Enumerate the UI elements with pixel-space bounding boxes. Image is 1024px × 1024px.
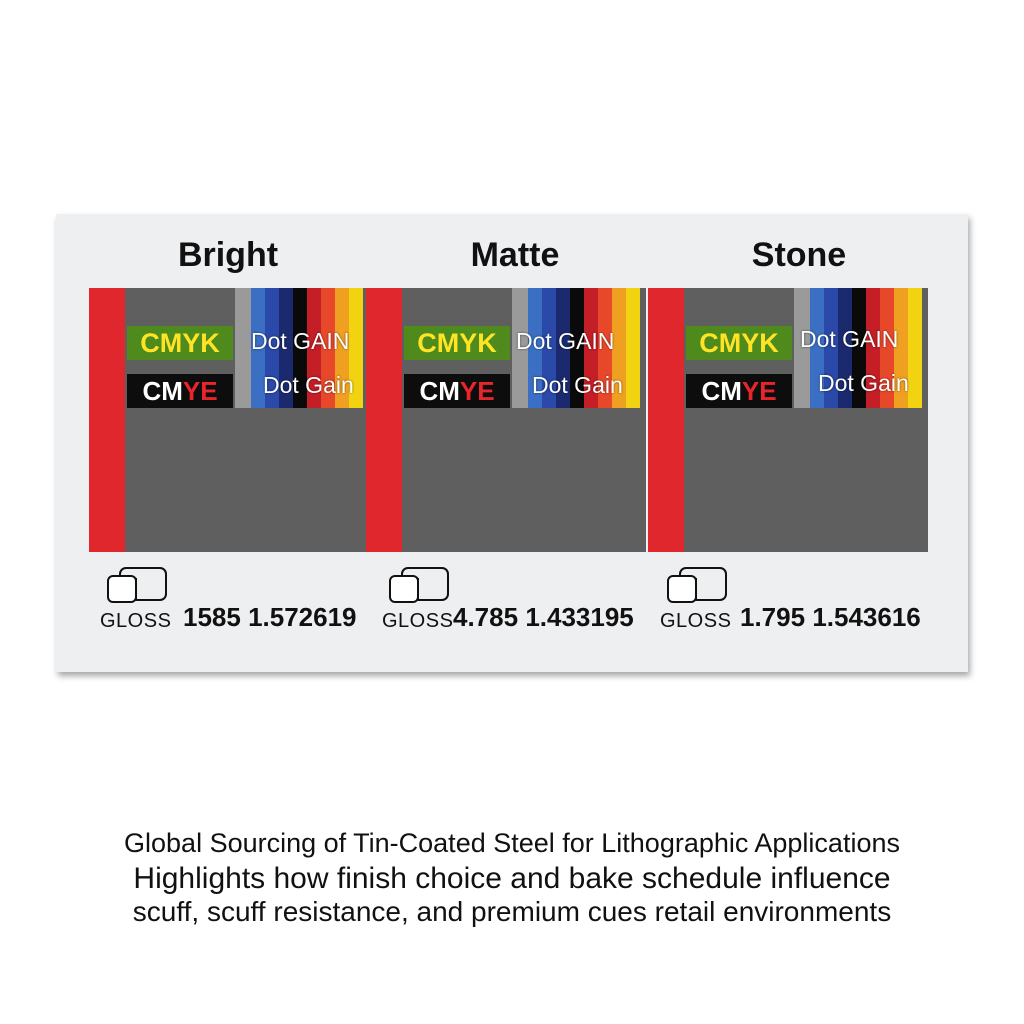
caption-line-2: Highlights how finish choice and bake schedule influence — [133, 862, 891, 895]
red-strip — [89, 288, 125, 552]
red-strip — [648, 288, 684, 552]
panel-title-matte: Matte — [470, 236, 560, 274]
dot-gain-upper: Dot GAIN — [800, 326, 899, 352]
gloss-icon — [664, 566, 728, 606]
dot-gain-lower: Dot Gain — [263, 372, 354, 398]
swatch-panel-bright — [89, 288, 369, 552]
gloss-value-a: 4.785 — [453, 602, 519, 632]
gloss-label: GLOSS — [660, 610, 732, 632]
gloss-label: GLOSS — [382, 610, 454, 632]
gloss-values-stone — [740, 602, 921, 633]
swatch-panel-stone — [648, 288, 928, 552]
caption-line-3: scuff, scuff resistance, and premium cues retail environments — [132, 896, 892, 927]
panel-title-stone: Stone — [751, 236, 847, 274]
gloss-value-b: 1.543616 — [812, 602, 921, 632]
gloss-value-a: 1585 — [183, 602, 241, 632]
dot-gain-upper: Dot GAIN — [251, 328, 350, 354]
gloss-value-b: 1.433195 — [525, 602, 634, 632]
cmye-label: CMYE — [127, 374, 233, 408]
panel-title-bright: Bright — [177, 236, 279, 274]
cmyk-label: CMYK — [404, 326, 510, 360]
gloss-icon — [386, 566, 450, 606]
cmyk-label: CMYK — [127, 326, 233, 360]
gloss-values-bright — [183, 602, 357, 633]
sample-card — [56, 214, 968, 672]
gloss-value-a: 1.795 — [740, 602, 806, 632]
gloss-value-b: 1.572619 — [248, 602, 357, 632]
gloss-label: GLOSS — [100, 610, 172, 632]
dot-gain-upper: Dot GAIN — [516, 328, 615, 354]
cmye-label: CMYE — [404, 374, 510, 408]
dot-gain-lower: Dot Gain — [818, 370, 909, 396]
cmyk-label: CMYK — [686, 326, 792, 360]
gloss-icon — [104, 566, 168, 606]
dot-gain-lower: Dot Gain — [532, 372, 623, 398]
swatch-panel-matte — [366, 288, 646, 552]
gloss-values-matte — [453, 602, 634, 633]
red-strip — [366, 288, 402, 552]
cmye-label: CMYE — [686, 374, 792, 408]
caption-line-1: Global Sourcing of Tin-Coated Steel for Lithographic Applications — [124, 828, 900, 858]
